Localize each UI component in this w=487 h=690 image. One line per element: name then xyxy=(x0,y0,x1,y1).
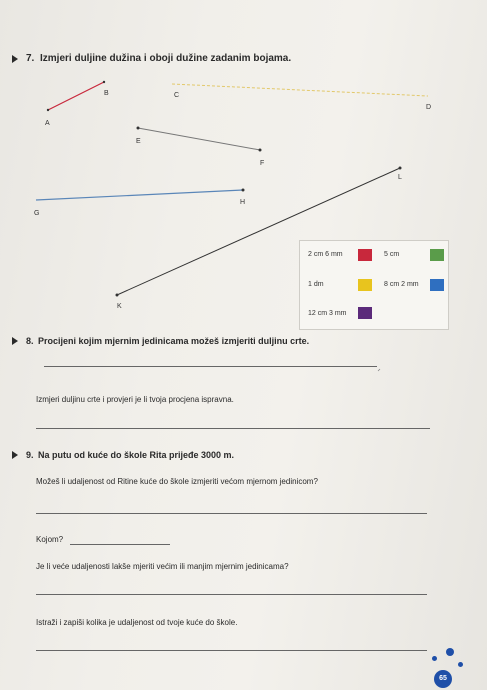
task8-number: 8. xyxy=(26,336,34,346)
segment-ab xyxy=(48,82,104,110)
legend-label-4: 8 cm 2 mm xyxy=(384,281,419,288)
task9-question-2: Kojom? xyxy=(36,535,64,544)
task9-answer-line-2[interactable] xyxy=(70,544,170,545)
task9-question-3: Je li veće udaljenosti lakše mjeriti većim ili manjim mjernim jedinicama? xyxy=(36,562,289,571)
task7-number: 7. xyxy=(26,53,35,64)
legend-swatch-blue xyxy=(430,279,444,291)
task8-answer-line[interactable] xyxy=(36,428,430,429)
segment-ef xyxy=(138,128,260,150)
task9-answer-line-1[interactable] xyxy=(36,513,427,514)
decor-dot-icon xyxy=(458,662,463,667)
color-legend xyxy=(299,240,449,330)
point-label-f: F xyxy=(260,160,265,167)
point-label-k: K xyxy=(117,303,122,310)
legend-swatch-yellow xyxy=(358,279,372,291)
point-label-h: H xyxy=(240,199,246,206)
legend-label-5: 12 cm 3 mm xyxy=(308,310,347,317)
task8-arrow-icon xyxy=(12,337,18,345)
legend-swatch-green xyxy=(430,249,444,261)
decor-dot-icon xyxy=(432,656,437,661)
legend-label-1: 2 cm 6 mm xyxy=(308,251,343,258)
point-label-l: L xyxy=(398,174,402,181)
legend-label-2: 5 cm xyxy=(384,251,400,258)
task8-text: Izmjeri duljinu crte i provjeri je li tvoja procjena ispravna. xyxy=(36,395,234,404)
task9-question-4: Istraži i zapiši kolika je udaljenost od tvoje kuće do škole. xyxy=(36,618,238,627)
decor-dot-icon xyxy=(446,648,454,656)
task9-number: 9. xyxy=(26,450,34,460)
segment-cd xyxy=(172,84,428,96)
task9-answer-line-3[interactable] xyxy=(36,594,427,595)
page-number: 65 xyxy=(434,670,452,688)
legend-label-3: 1 dm xyxy=(308,281,324,288)
task9-answer-line-4[interactable] xyxy=(36,650,427,651)
point-label-c: C xyxy=(174,92,180,99)
task9-question-1: Možeš li udaljenost od Ritine kuće do škole izmjeriti većom mjernom jedinicom? xyxy=(36,477,318,486)
legend-swatch-purple xyxy=(358,307,372,319)
task8-title: Procijeni kojim mjernim jedinicama možeš izmjeriti duljinu crte. xyxy=(38,336,310,346)
task9-arrow-icon xyxy=(12,451,18,459)
point-label-b: B xyxy=(104,90,109,97)
task8-measure-line xyxy=(44,366,377,367)
segment-gh xyxy=(36,190,243,200)
task9-title: Na putu od kuće do škole Rita prijeđe 3000 m. xyxy=(38,450,235,460)
task7-title: Izmjeri duljine dužina i oboji dužine zadanim bojama. xyxy=(40,53,292,64)
point-label-a: A xyxy=(45,120,50,127)
point-label-d: D xyxy=(426,104,432,111)
point-label-g: G xyxy=(34,210,40,217)
legend-swatch-red xyxy=(358,249,372,261)
point-label-e: E xyxy=(136,138,141,145)
